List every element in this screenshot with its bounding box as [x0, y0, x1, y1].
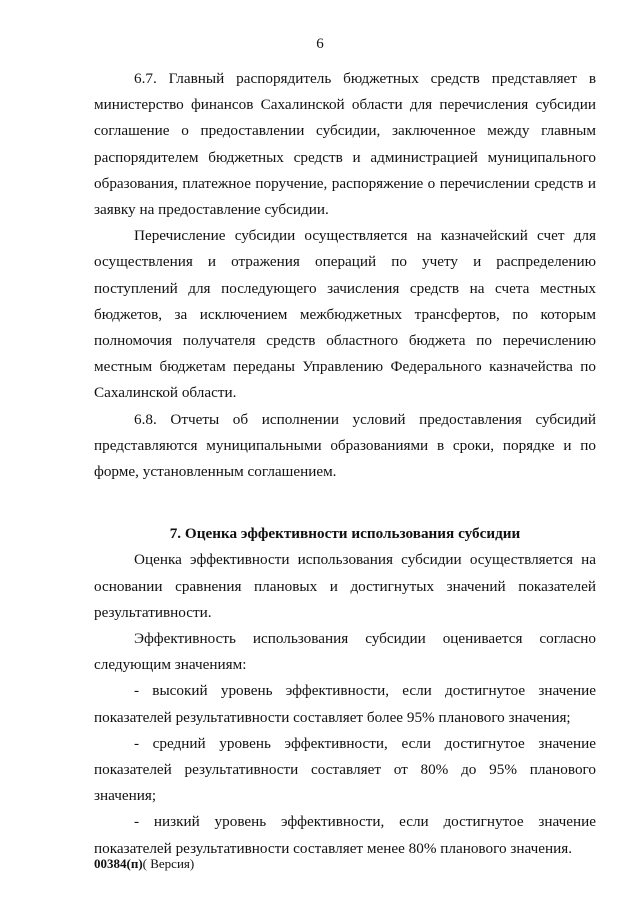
document-code: 00384(п)	[94, 856, 143, 871]
section-heading: 7. Оценка эффективности использования субсидии	[169, 525, 521, 543]
footer	[94, 856, 194, 872]
list-item-high: - высокий уровень эффективности, если достигнутое значение показателей результативности составляет более 95% планового значения;	[94, 682, 596, 726]
paragraph-criteria: Эффективность использования субсидии оценивается согласно следующим значениям:	[94, 630, 596, 674]
list-item-medium: - средний уровень эффективности, если достигнутое значение показателей результативности составляет от 80% до 95% планового значения;	[94, 734, 596, 805]
paragraph-6-8: 6.8. Отчеты об исполнении условий предоставления субсидий представляются муниципальными образованиями в сроки, порядке и по форме, установленным соглашением.	[94, 410, 596, 481]
document-body	[94, 66, 596, 862]
paragraph-6-7: 6.7. Главный распорядитель бюджетных средств представляет в министерство финансов Сахалинской области для перечисления субсидии соглашение о предоставлении субсидии, заключенное между главным распорядителем бюджетных средств и администрацией муниципального образования, платежное поручение, распоряжение о перечислении средств и заявку на предоставление субсидии.	[94, 70, 596, 219]
document-version: ( Версия)	[142, 856, 195, 871]
page-number: 6	[316, 36, 324, 52]
list-item-low: - низкий уровень эффективности, если достигнутое значение показателей результативности составляет менее 80% планового значения.	[94, 813, 596, 857]
paragraph-transfer: Перечисление субсидии осуществляется на казначейский счет для осуществления и отражения операций по учету и распределению поступлений для последующего зачисления средств на счета местных бюджетов, за исключением межбюджетных трансфертов, по которым полномочия получателя средств областного бюджета по перечислению местным бюджетам переданы Управлению Федерального казначейства по Сахалинской области.	[94, 227, 596, 402]
paragraph-evaluation: Оценка эффективности использования субсидии осуществляется на основании сравнения плановых и достигнутых значений показателей результативности.	[94, 551, 596, 621]
